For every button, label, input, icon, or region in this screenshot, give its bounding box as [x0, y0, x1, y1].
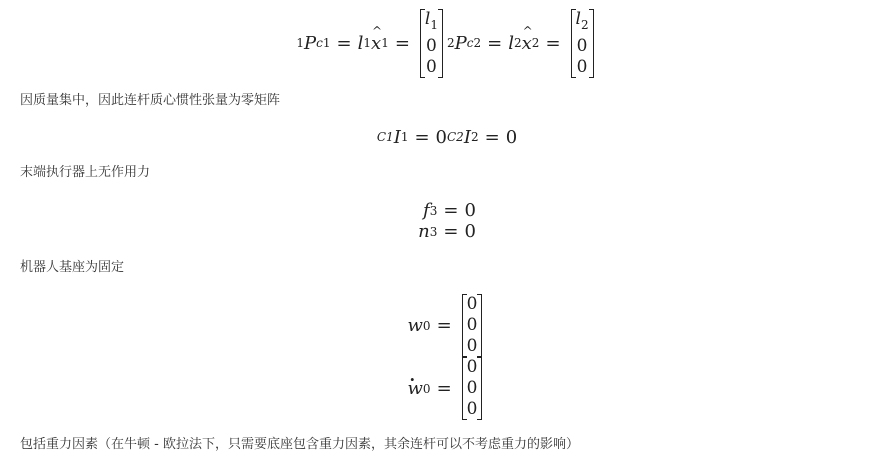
- subscript: 0: [422, 381, 431, 396]
- vector-entry: 0: [466, 378, 478, 398]
- superscript: 2: [447, 36, 455, 50]
- subscript: 3: [429, 224, 438, 239]
- symbol-l: l: [508, 32, 514, 54]
- column-vector-w-dot: [462, 357, 483, 420]
- superscript: 1: [296, 36, 305, 50]
- equation-base-velocity: w 0 = 0 0 0 w . 0 = 0 0 0: [0, 292, 894, 422]
- zero: 0: [435, 126, 447, 148]
- symbol-n: n: [418, 221, 430, 242]
- symbol-f: f: [423, 200, 430, 221]
- vector-entry: l: [575, 8, 581, 29]
- vector-entry: l: [424, 8, 431, 29]
- superscript: C2: [447, 130, 464, 144]
- symbol-p: P: [304, 32, 317, 54]
- equation-inertia: C1 I 1 = 0 C2 I 2 = 0: [376, 126, 518, 148]
- vector-entry: 0: [426, 35, 437, 56]
- zero: 0: [505, 126, 518, 148]
- subscript: 2: [514, 36, 522, 50]
- zero: 0: [464, 200, 476, 221]
- subscript: 2: [470, 130, 479, 144]
- subscript: 1: [381, 36, 389, 50]
- zero: 0: [464, 221, 476, 242]
- superscript: C1: [376, 130, 394, 144]
- vector-entry: 0: [576, 35, 588, 56]
- subscript: 0: [422, 318, 431, 333]
- subscript-2: 2: [473, 36, 482, 50]
- subscript: 3: [429, 203, 438, 218]
- subscript: 1: [363, 36, 372, 50]
- subscript: 2: [531, 36, 540, 50]
- vector-entry: 0: [576, 56, 588, 77]
- subscript-1: 1: [322, 36, 331, 50]
- column-vector-1: [420, 9, 443, 78]
- vector-entry: 0: [466, 315, 478, 335]
- paragraph-fixed-base: 机器人基座为固定: [20, 260, 125, 275]
- subscript-c: c: [466, 36, 474, 50]
- symbol-i: I: [463, 126, 471, 148]
- paragraph-inertia: 因质量集中，因此连杆质心惯性张量为零矩阵: [20, 93, 281, 108]
- equation-end-effector-forces: f 3 = 0 n 3 = 0: [418, 200, 476, 242]
- vector-entry: 0: [466, 399, 478, 419]
- symbol-x-hat: x ^: [371, 33, 381, 54]
- subscript: 2: [580, 17, 589, 32]
- symbol-w-dot: w .: [408, 378, 423, 399]
- column-vector-2: [571, 9, 594, 78]
- subscript: 1: [400, 130, 409, 144]
- symbol-x-hat: x ^: [522, 33, 532, 54]
- equation-position-vectors: 1 P c1 = l 1 x ^ 1 = $l_1$ 0 0 2 P c2 = l 2 x ^ 2 = $l_2$ 0 0: [0, 10, 894, 76]
- paragraph-gravity: 包括重力因素（在牛顿 - 欧拉法下，只需要底座包含重力因素，其余连杆可以不考虑重力的影响）: [20, 437, 579, 452]
- column-vector-w: [462, 294, 483, 357]
- vector-entry: 0: [466, 336, 478, 356]
- subscript-c: c: [316, 36, 323, 50]
- paragraph-end-effector: 末端执行器上无作用力: [20, 165, 151, 180]
- symbol-w: w: [407, 315, 423, 336]
- vector-entry: 0: [466, 294, 478, 314]
- symbol-p: P: [454, 32, 467, 54]
- vector-entry: 0: [466, 357, 478, 377]
- symbol-i: I: [393, 126, 401, 148]
- subscript: 1: [430, 17, 438, 32]
- vector-entry: 0: [426, 56, 437, 77]
- symbol-l: l: [357, 32, 364, 54]
